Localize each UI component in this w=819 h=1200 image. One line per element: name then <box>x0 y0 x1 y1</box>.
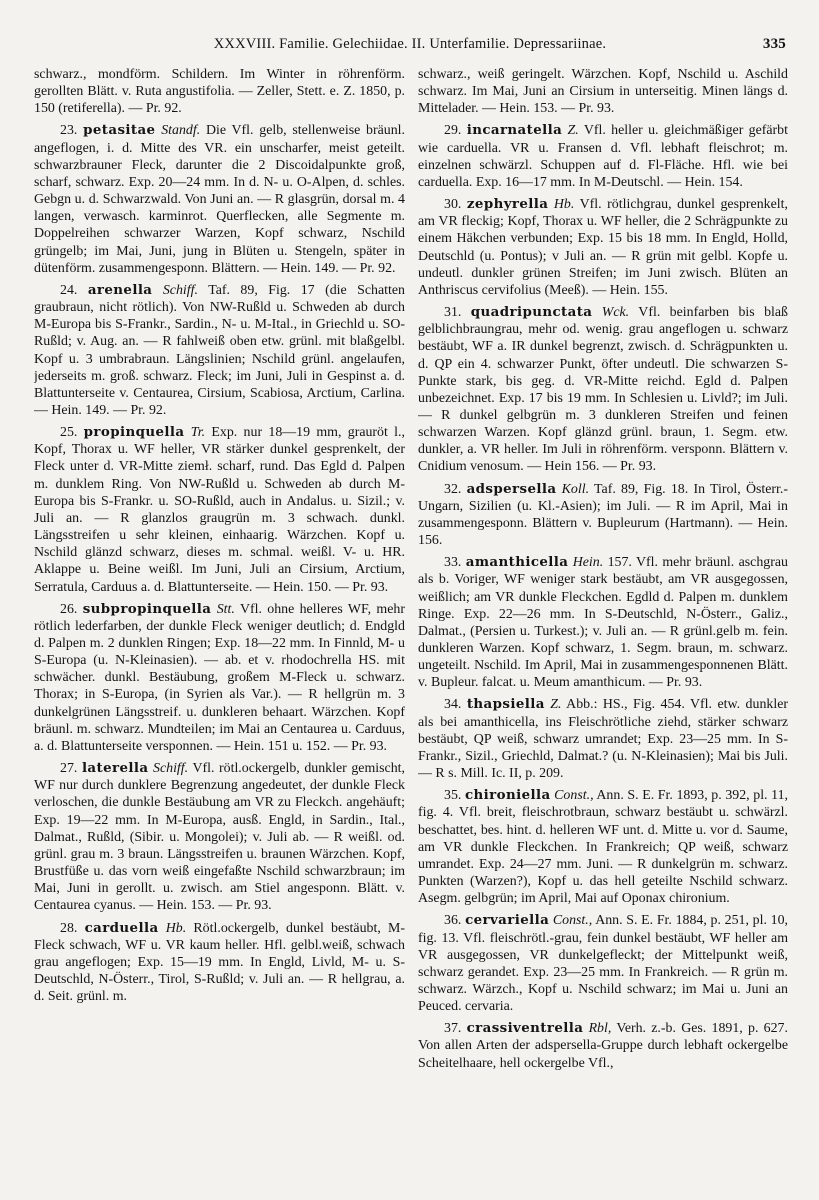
entry-number: 35. <box>444 788 465 804</box>
species-name: crassiventrella <box>466 1020 584 1037</box>
entry-text: Rötl.ockergelb, dunkel bestäubt, M-Fleck schwach, WF u. VR kaum heller. Hfl. gelbl.weiß, schwach grau angeflogen; Exp. 15—19 mm. In Engld, Livld, M- u. S-Deutschld, N-Österr., Tirol, S-Rußld; v. Juli an. — R hellgrau, a. d. Seit. grünl. m. <box>34 920 405 1005</box>
entry-number: 31. <box>444 305 471 321</box>
entry-number: 33. <box>444 555 466 571</box>
species-entry <box>418 122 788 191</box>
entry-text: Vfl. ohne helleres WF, mehr rötlich lederfarben, der dunkle Fleck weniger deutlich; d. Endgld d. Palpen m. 2 dunklen Ringen; Exp. 18—22 mm. In Finnld, M- u S-Europa (u. N-Kleinasien). — ab. et v. rhodochrella HS. mit schwächer. dunkl. Bestäubung, großem M-Fleck u. schwarz. Thorax; in S-Europa, (in Syrien als Var.). — R hellgrün m. 3 dunkelgrünen Längsstreif. u. dunkleren behaart. Wärzchen. Kopf bräunl. m. schwarz. Mundteilen; im Mai an Centaurea u. Carduus, a. d. Blattunterseite versponnen. — Hein. 151 u. 152. — Pr. 93. <box>34 601 405 754</box>
species-entry <box>418 912 788 1015</box>
entry-number: 34. <box>444 697 467 713</box>
page-number: 335 <box>762 36 786 52</box>
running-header <box>34 36 786 58</box>
header-title: XXXVIII. Familie. Gelechiidae. II. Unterfamilie. Depressariinae. <box>213 36 607 52</box>
entry-text: Exp. nur 18—19 mm, grauröt l., Kopf, Thorax u. WF heller, VR stärker dunkel gesprenkelt, der Fleck unter d. VR-Mitte ziemł. scharf, rund. Das Egld d. Palpen m. dunklem Ring. Von NW-Rußld u. Schweden ab durch M-Europa bis S-Frankr. u. SO-Rußld, auch in Andalus. u. Sizil.; v. Juli an. — R glanzlos graugrün m. 3 schwach. dunkl. Längsstreifen u sehr kleinen, einhaarig. Wärzchen. Kopf u. Nschild glänzd schwarz, dieses m. schmal. weißl. V- u. HR. Aklappe u. Beine weißl. Im Juni, Juli an Cirsium, Arctium, Serratula, Carduus a. d. Blattunterseite. — Hein. 150. — Pr. 93. <box>34 425 405 595</box>
entry-text: 157. Vfl. mehr bräunl. aschgrau als b. Voriger, WF weniger stark bestäubt, am VR ausgegossen, weißlich; am VR dunkle Fleckchen. Egdld d. Palpen m. dunklem Ringe. Exp. 22—26 mm. In S-Deutschld, N-Österr., Galiz., Dalmat., (Persien u. Turkest.); v. Juli an. — R grünl.gelb m. fein. dunkleren Warzen. Kopf schwarz, 1. Segm. braun, m. schwarz. ungeteilt. Nschild. Im April, Mai in zusammengesponnenen Blätt. v. Bupleur. falcat. u. Meum amanthicum. — Pr. 93. <box>418 555 788 691</box>
author-name: Hb. <box>553 197 575 213</box>
author-name: Standf. <box>161 123 201 139</box>
author-name: Stt. <box>216 601 235 617</box>
species-name: arenella <box>87 281 153 298</box>
entry-text: Taf. 89, Fig. 18. In Tirol, Österr.-Ungarn, Sizilien (u. Kl.-Asien); im Juli. — R im April, Mai in zusammengesponn. Blättern v. Bupleurum (Hartmann). — Hein. 156. <box>418 481 788 549</box>
author-name: Z. <box>550 697 562 713</box>
species-entry <box>418 554 788 691</box>
entry-text: Die Vfl. gelb, stellenweise bräunl. angeflogen, i. d. Mitte des VR. ein unscharfer, meist geteilt. schwarzbrauner Fleck, darunter die 2 Discoidalpunkte groß, scharf, schwarz. Exp. 20—24 mm. In d. N- u. O-Alpen, d. schles. Gebgn u. d. Schwarzwald. Von Juni an. — R glasgrün, dorsal m. 4 langen, verwasch. karminrot. Querflecken, alle Segmente m. Doppelreihen schwarzer Warzen, Kopf schwarz, Nschild grüngelb; im Mai, Juni, jung in Blüten u. Stengeln, später in dütenförm. zusammengesponn. Blättern. — Hein. 149. — Pr. 92. <box>34 123 405 276</box>
entry-number: 27. <box>60 761 82 777</box>
species-name: laterella <box>81 760 149 777</box>
author-name: Const., <box>554 788 594 804</box>
author-name: Const., <box>552 913 593 929</box>
continued-text <box>418 66 788 117</box>
author-name: Koll. <box>561 481 590 497</box>
author-name: Hein. <box>572 555 604 571</box>
entry-number: 26. <box>60 601 83 617</box>
left-column <box>34 66 405 1176</box>
author-name: Schiff. <box>153 761 189 777</box>
entry-text: Vfl. beinfarben bis blaß gelblichbraungrau, mehr od. wenig. grau angeflogen u. schwarz bestäubt, WF a. IR dunkel begrenzt, zwisch. d. Schrägpunkten u. d. QP ein 4. schwarzer Punkt, öfter undeutl. Die schwarzen S-Punkte stark, bis geg. d. VR-Mitte reichd. Egld d. Palpen unbezeichnet. Exp. 17 bis 19 mm. In Schlesien u. Livld?; im Juli. — R dunkel gelbgrün m. 3 dunkleren Streifen und feinen schwarzen Warzen. Kopf glänzd grünl. braun, 1. Segm. etw. dunkler, a. VR heller. Im Juli in röhrenförm. versponn. Blättern v. Cnidium venosum. — Hein 156. — Pr. 93. <box>418 305 788 475</box>
species-entry <box>418 196 788 299</box>
author-name: Schiff. <box>162 282 198 298</box>
author-name: Rbl, <box>588 1021 612 1037</box>
entry-text: Taf. 89, Fig. 17 (die Schatten graubraun, nicht rötlich). Von NW-Rußld u. Schweden ab durch M-Europa bis S-Frankr., Sardin., N- u. M-Ital., in Griechld u. SO-Rußld; v. Aug. an. — R fahlweiß oben etw. grünl. mit blaßgelbl. Kopf u. 3 umbrabraun. Längslinien; Nschild grünl. angelaufen, jederseits m. groß. schwarz. Fleck; im Juni, Juli in Gespinst a. d. Blattunterseite v. Centaurea, Cirsium, Scabiosa, Arctium, Carlina. — Hein. 149. — Pr. 92. <box>34 282 405 418</box>
entry-text: Vfl. rötlichgrau, dunkel gesprenkelt, am VR fleckig; Kopf, Thorax u. WF heller, die 2 Schrägpunkte zu einem Häkchen verbunden; Exp. 15 bis 18 mm. In Engld, Holld, Deutschld (u. Pontus); v Juli an. — R grün mit gelbl. Kopfe u. undeutl. dunkler grünen Streifen; im Juni zwisch. Blüten an Anthriscus cervifolius (Meeß). — Hein. 155. <box>418 197 788 298</box>
author-name: Z. <box>567 123 579 139</box>
entry-text: Vfl. heller u. gleichmäßiger gefärbt wie carduella. VR u. Fransen d. Vfl. lebhaft fleischrot; m. einzelnen schwärzl. Schuppen auf d. Fl-Fläche. Hfl. wie bei carduella. Exp. 16—17 mm. In M-Deutschl. — Hein. 154. <box>418 123 788 190</box>
species-entry <box>34 424 405 596</box>
entry-number: 36. <box>444 913 466 929</box>
author-name: Tr. <box>190 425 206 441</box>
entry-number: 23. <box>60 123 84 139</box>
author-name: Hb. <box>165 920 187 936</box>
species-name: propinquella <box>83 424 185 441</box>
species-entry <box>418 481 788 550</box>
species-entry <box>34 282 405 419</box>
species-entry <box>418 696 788 782</box>
species-entry <box>34 122 405 276</box>
entry-text: Abb.: HS., Fig. 454. Vfl. etw. dunkler als bei amanthicella, ins Fleischrötliche ziehd, stärker schwarz bestäubt, QP weiß, schwarz umrandet; Exp. 23—25 mm. In S-Frankr., Sizil., Griechld, Dalmat.? (u. N-Kleinasien); Mai bis Juli. — R s. Mill. Ic. II, p. 209. <box>418 697 788 782</box>
species-name: incarnatella <box>466 122 563 139</box>
entry-number: 30. <box>444 197 467 213</box>
entry-number: 25. <box>60 425 84 441</box>
entry-number: 29. <box>444 123 467 139</box>
continued-text <box>34 66 405 117</box>
entry-text: Verh. z.-b. Ges. 1891, p. 627. Von allen Arten der adspersella-Gruppe durch lebhaft ockergelbe Scheitelhaare, hell ockergelbe Vfl., <box>418 1021 788 1071</box>
author-name: Wck. <box>601 305 630 321</box>
species-name: chironiella <box>464 787 551 804</box>
entry-text: Ann. S. E. Fr. 1893, p. 392, pl. 11, fig. 4. Vfl. breit, fleischrotbraun, schwarz bestäubt u. schwärzl. beschattet, bes. hint. d. helleren WF unt. d. Mitte u. vor d. Saume, am VR dunkle Fleckchen. In Frankreich; QP weiß, schwarz umrandet. Exp. 24—27 mm. Juni. — R dunkelgrün m. schwarz. Punkten (Warzen?), Kopf u. das hell geteilte Nschild schwarz. Asegm. gelbgrün; im April, Mai auf Oponax chironium. <box>418 788 788 907</box>
species-name: petasitae <box>83 122 156 139</box>
species-name: adspersella <box>466 480 557 497</box>
entry-text: schwarz., mondförm. Schildern. Im Winter in röhrenförm. gerollten Blätt. v. Ruta angustifolia. — Zeller, Stett. e. Z. 1850, p. 150 (retiferella). — Pr. 92. <box>34 67 405 117</box>
entry-number: 24. <box>60 282 88 298</box>
species-entry <box>34 601 405 755</box>
species-entry <box>34 760 405 914</box>
species-name: cervariella <box>465 912 550 929</box>
entry-text: Ann. S. E. Fr. 1884, p. 251, pl. 10, fig. 13. Vfl. fleischrötl.-grau, fein dunkel bestäubt, WF heller am VR ausgegossen, VR dunkelgefleckt; der Mittelpunkt weiß, schwarz gerandet. Exp. 23—25 mm. In Frankreich. — R grün m. schwarz. Wärzch., Kopf u. Nschild schwarz; im Mai u. Juni an Peuced. cervaria. <box>418 913 788 1015</box>
entry-text: schwarz., weiß geringelt. Wärzchen. Kopf, Nschild u. Aschild schwarz. Im Mai, Juni an Cirsium in unterseitig. Minen längs d. Mittelader. — Hein. 153. — Pr. 93. <box>418 67 788 117</box>
species-entry <box>418 787 788 907</box>
species-entry <box>418 1020 788 1071</box>
species-name: carduella <box>84 919 159 936</box>
species-entry <box>34 920 405 1006</box>
species-entry <box>418 304 788 476</box>
entry-number: 32. <box>444 481 467 497</box>
species-name: subpropinquella <box>82 600 212 617</box>
entry-number: 28. <box>60 920 85 936</box>
entry-text: Vfl. rötl.ockergelb, dunkler gemischt, WF nur durch dunklere Begrenzung angedeutet, der dunkle Fleck verloschen, die dunkle Bestäubung am VR zu Fleckch. angehäuft; Exp. 19—22 mm. In M-Europa, ausß. Engld, in Sardin., Ital., Dalmat., Rußld, (Sibir. u. Mongolei); v. Juli ab. — R weißl. od. grünl. grau m. 3 braun. Längsstreifen u. braunen Wärzchen. Kopf, Brustfüße u. das vorn weiß eingefaßte Nschild schwarzbraun; im Mai, Juni in gerollt. u. zwisch. am Stiel angesponn. Blätt. v. Centaurea cyanus. — Hein. 153. — Pr. 93. <box>34 761 405 914</box>
species-name: zephyrella <box>466 196 549 213</box>
species-name: thapsiella <box>466 696 545 713</box>
species-name: quadripunctata <box>470 304 593 321</box>
entry-number: 37. <box>444 1021 467 1037</box>
right-column <box>418 66 788 1176</box>
species-name: amanthicella <box>465 554 569 571</box>
